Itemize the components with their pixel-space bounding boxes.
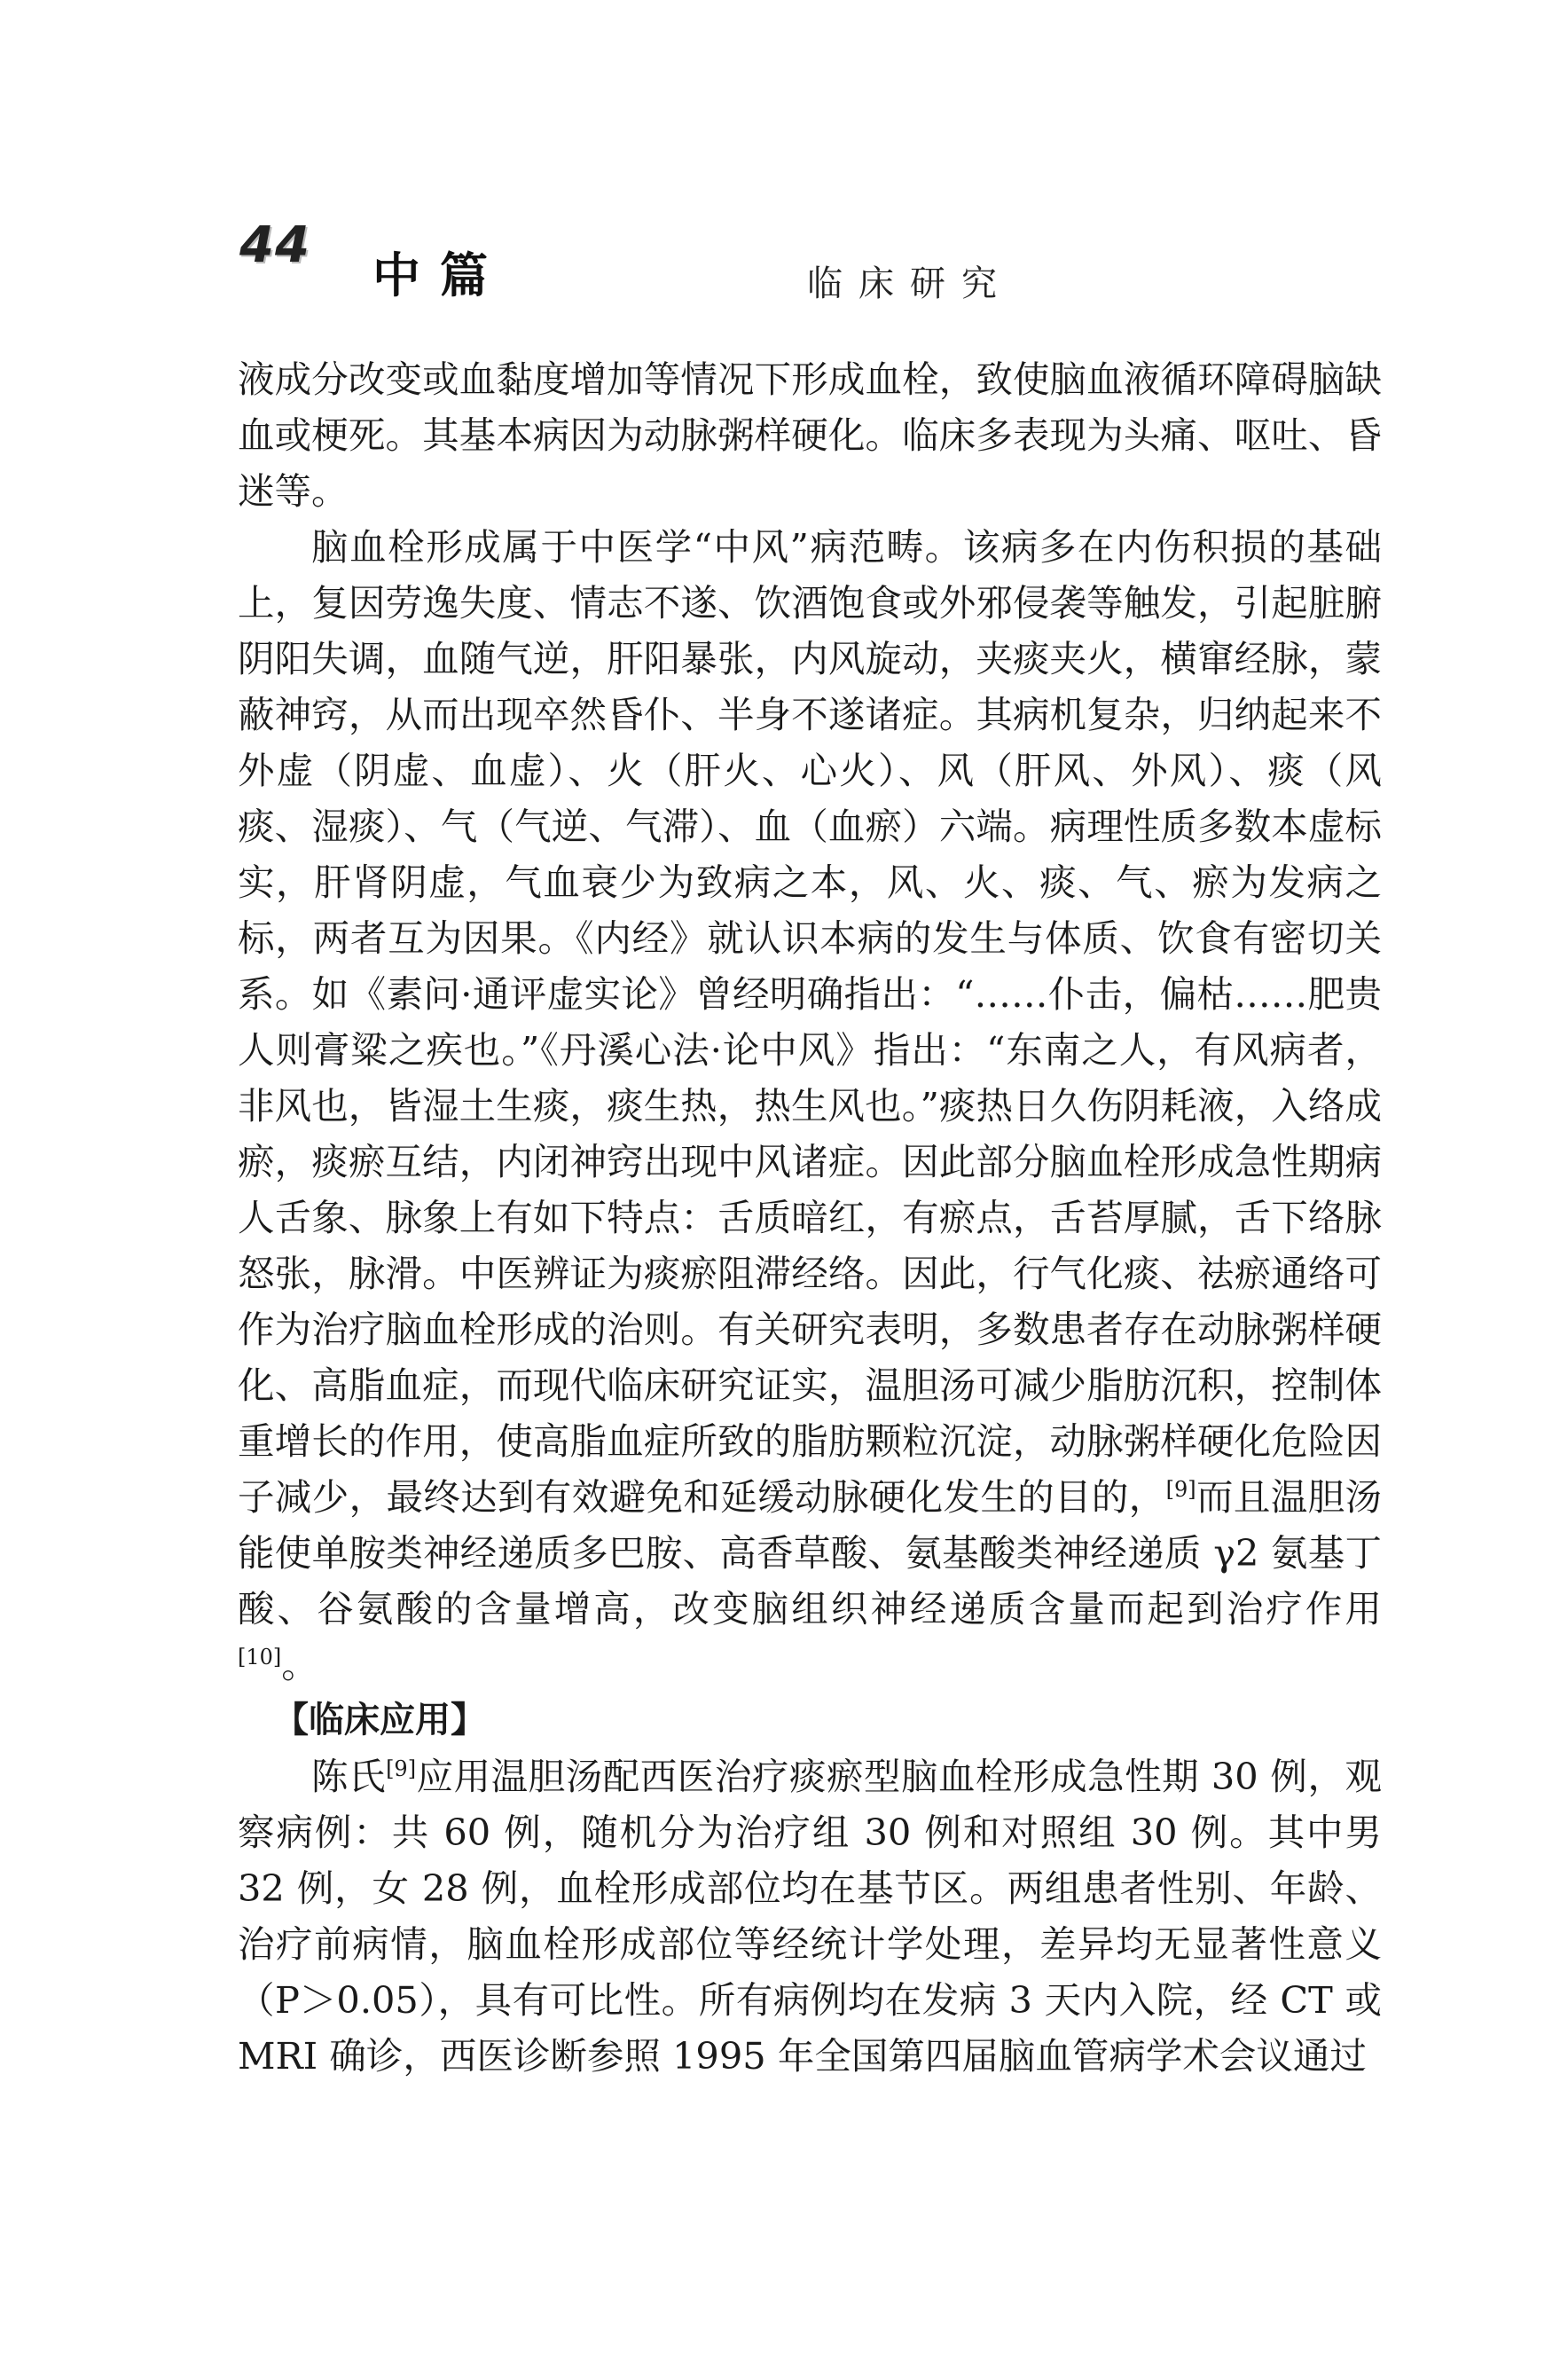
- chapter-title: 临床研究: [807, 263, 1013, 304]
- paragraph-text: 应用温胆汤配西医治疗痰瘀型脑血栓形成急性期 30 例，观察病例：共 60 例，随机分为治疗组 30 例和对照组 30 例。其中男 32 例，女 28 例，血栓形成部位均在基节区。两组患者性别、年龄、治疗前病情，脑血栓形成部位等经统计学处理，差异均无显著性意义（P＞0.05），具有可比性。所有病例均在发病 3 天内入院，经 CT 或 MRI 确诊，西医诊断参照 1995 年全国第四届脑血管病学术会议通过: [238, 1755, 1382, 2078]
- section-title: 中篇: [372, 247, 507, 303]
- page-header: [239, 213, 1384, 310]
- body-text: [238, 351, 1382, 2084]
- paragraph-continued: 液成分改变或血黏度增加等情况下形成血栓，致使脑血液循环障碍脑缺血或梗死。其基本病因为动脉粥样硬化。临床多表现为头痛、呕吐、昏迷等。: [238, 357, 1382, 513]
- citation-reference: [10]: [238, 1645, 282, 1670]
- paragraph-clinical: [238, 1748, 1382, 2084]
- paragraph-text: 。: [281, 1643, 318, 1686]
- citation-reference: [9]: [386, 1756, 417, 1782]
- paragraph-text: 而且温胆汤能使单胺类神经递质多巴胺、高香草酸、氨基酸类神经递质 γ2 氨基丁酸、谷氨酸的含量增高，改变脑组织神经递质含量而起到治疗作用: [238, 1475, 1382, 1630]
- paragraph-text: 脑血栓形成属于中医学“中风”病范畴。该病多在内伤积损的基础上，复因劳逸失度、情志不遂、饮酒饱食或外邪侵袭等触发，引起脏腑阴阳失调，血随气逆，肝阳暴张，内风旋动，夹痰夹火，横窜经脉，蒙蔽神窍，从而出现卒然昏仆、半身不遂诸症。其病机复杂，归纳起来不外虚（阴虚、血虚）、火（肝火、心火）、风（肝风、外风）、痰（风痰、湿痰）、气（气逆、气滞）、血（血瘀）六端。病理性质多数本虚标实，肝肾阴虚，气血衰少为致病之本，风、火、痰、气、瘀为发病之标，两者互为因果。《内经》就认识本病的发生与体质、饮食有密切关系。如《素问·通评虚实论》曾经明确指出：“……仆击，偏枯……肥贵人则膏粱之疾也。”《丹溪心法·论中风》指出：“东南之人，有风病者，非风也，皆湿土生痰，痰生热，热生风也。”痰热日久伤阴耗液，入络成瘀，痰瘀互结，内闭神窍出现中风诸症。因此部分脑血栓形成急性期病人舌象、脉象上有如下特点：舌质暗红，有瘀点，舌苔厚腻，舌下络脉怒张，脉滑。中医辨证为痰瘀阻滞经络。因此，行气化痰、祛瘀通络可作为治疗脑血栓形成的治则。有关研究表明，多数患者存在动脉粥样硬化、高脂血症，而现代临床研究证实，温胆汤可减少脂肪沉积，控制体重增长的作用，使高脂血症所致的脂肪颗粒沉淀，动脉粥样硬化危险因子减少，最终达到有效避免和延缓动脉硬化发生的目的，: [238, 525, 1382, 1519]
- page-number: 44: [239, 216, 310, 274]
- paragraph-text: 陈氏: [311, 1755, 387, 1798]
- citation-reference: [9]: [1165, 1477, 1196, 1503]
- section-subheading: 【临床应用】: [273, 1700, 486, 1740]
- paragraph-pathogenesis: [238, 519, 1382, 1693]
